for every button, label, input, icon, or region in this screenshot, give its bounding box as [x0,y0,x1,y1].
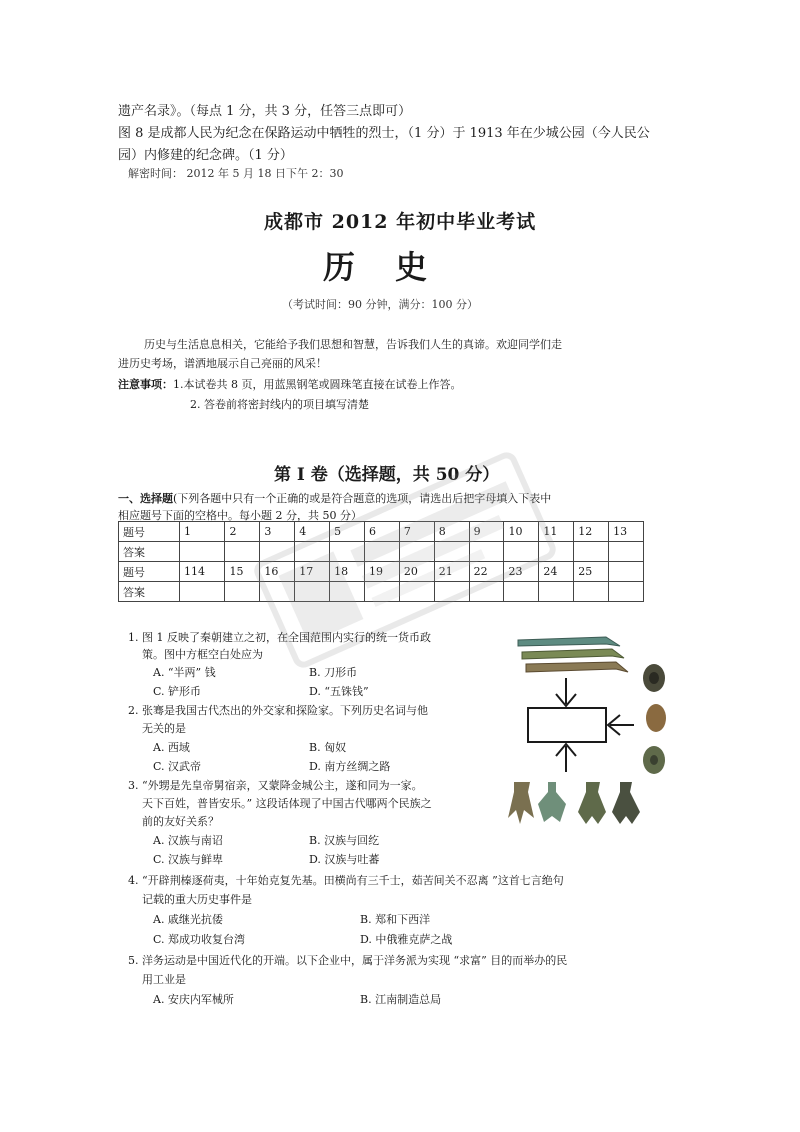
answer-cell[interactable] [539,582,574,602]
question-number-cell: 7 [399,522,434,542]
question-number-cell [609,562,644,582]
row-label: 题号 [119,522,180,542]
intro-line-2: 进历史考场，谱洒地展示自己亮丽的风采！ [118,357,327,370]
notice-item-1: 1.本试卷共 8 页，用蓝黑钢笔或圆珠笔直接在试卷上作答。 [173,378,462,391]
q3-line-2: 天下百姓，普皆安乐。” 这段话体现了中国古代哪两个民族之 [142,797,432,810]
exam-subject: 历史 [323,248,468,286]
notice-item-2: 2. 答卷前将密封线内的项目填写清楚 [190,398,369,411]
question-number-cell: 9 [469,522,504,542]
q3-line-1: 3. “外甥是先皇帝舅宿亲，又蒙降金城公主，遂和同为一家。 [128,779,423,792]
exam-title: 成都市 2012 年初中毕业考试 [264,211,537,233]
question-number-cell: 24 [539,562,574,582]
question-number-cell: 11 [539,522,574,542]
answer-cell[interactable] [434,582,469,602]
table-row [119,562,644,582]
q4-option-c: C. 郑成功收复台湾 [153,933,246,946]
q4-option-d: D. 中俄雅克萨之战 [360,933,453,946]
section-instruction-2: 相应题号下面的空格中。每小题 2 分，共 50 分） [118,509,362,522]
notice-label: 注意事项： [118,378,173,391]
q1-option-b: B. 刀形币 [309,666,358,679]
question-number-cell: 23 [504,562,539,582]
question-number-cell: 4 [295,522,330,542]
answer-cell[interactable] [180,542,225,562]
row-label: 题号 [119,562,180,582]
question-number-cell: 3 [260,522,295,542]
question-number-cell: 10 [504,522,539,542]
question-number-cell: 18 [330,562,365,582]
question-number-cell: 114 [180,562,225,582]
answer-cell[interactable] [295,582,330,602]
q2-option-b: B. 匈奴 [309,741,347,754]
question-number-cell: 21 [434,562,469,582]
arrow-up-icon [556,744,576,772]
q2-option-c: C. 汉武帝 [153,760,202,773]
arrow-down-icon [556,678,576,706]
question-number-cell: 15 [225,562,260,582]
answer-cell[interactable] [504,582,539,602]
answer-cell[interactable] [469,542,504,562]
answer-cell[interactable] [574,582,609,602]
answer-cell[interactable] [539,542,574,562]
q2-line-2: 无关的是 [142,722,186,735]
instruction-text: (下列各题中只有一个正确的或是符合题意的选项，请选出后把字母填入下表中 [173,492,552,505]
row-label: 答案 [119,542,180,562]
answer-cell[interactable] [295,542,330,562]
q4-line-1: 4. “开辟荆榛逐荷夷，十年始克复先基。田横尚有三千士，茹苦间关不忍离 ”这首七言绝句 [128,874,564,887]
notice-line-1 [118,376,462,392]
q1-line-1: 1. 图 1 反映了秦朝建立之初，在全国范围内实行的统一货币政 [128,631,431,644]
table-row [119,542,644,562]
question-number-cell: 8 [434,522,469,542]
row-label: 答案 [119,582,180,602]
q2-option-d: D. 南方丝绸之路 [309,760,391,773]
q5-line-2: 用工业是 [142,973,186,986]
q3-option-a: A. 汉族与南诏 [153,834,223,847]
answer-cell[interactable] [330,582,365,602]
answer-cell[interactable] [260,542,295,562]
question-number-cell: 1 [180,522,225,542]
answer-cell[interactable] [364,582,399,602]
answer-cell[interactable] [225,542,260,562]
answer-cell[interactable] [364,542,399,562]
answer-cell[interactable] [609,542,644,562]
section-title: 第 I 卷（选择题，共 50 分） [274,465,500,485]
q5-option-a: A. 安庆内军械所 [153,993,234,1006]
q3-line-3: 前的友好关系？ [142,815,219,828]
q4-option-b: B. 郑和下西洋 [360,913,431,926]
q3-option-b: B. 汉族与回纥 [309,834,380,847]
table-row [119,522,644,542]
table-row [119,582,644,602]
q1-option-d: D. “五铢钱” [309,685,369,698]
arrow-left-icon [608,715,634,735]
section-instruction-1 [118,490,551,506]
question-number-cell: 5 [330,522,365,542]
figure-1-coins [508,632,680,832]
question-number-cell: 13 [609,522,644,542]
answer-cell[interactable] [180,582,225,602]
question-number-cell: 12 [574,522,609,542]
note-line-1: 遗产名录》。（每点 1 分，共 3 分，任答三点即可） [118,104,412,119]
question-number-cell: 19 [364,562,399,582]
q1-option-c: C. 铲形币 [153,685,202,698]
exam-time-info: （考试时间：90 分钟，满分：100 分） [282,298,478,311]
answer-cell[interactable] [399,582,434,602]
answer-cell[interactable] [504,542,539,562]
blank-answer-box [528,708,606,742]
question-number-cell: 22 [469,562,504,582]
question-number-cell: 25 [574,562,609,582]
ant-nose-coin-icon [643,664,666,774]
answer-cell[interactable] [574,542,609,562]
instruction-label: 一、选择题 [118,492,173,505]
answer-cell[interactable] [260,582,295,602]
note-line-2: 图 8 是成都人民为纪念在保路运动中牺牲的烈士，（1 分）于 1913 年在少城公园（今人民公 [118,126,650,141]
question-number-cell: 16 [260,562,295,582]
knife-coin-icon [518,637,628,672]
q1-option-a: A. “半两” 钱 [153,666,216,679]
answer-cell[interactable] [399,542,434,562]
q3-option-d: D. 汉族与吐蕃 [309,853,380,866]
declassification-time: 解密时间： 2012 年 5 月 18 日下午 2：30 [128,167,344,180]
q1-line-2: 策。图中方框空白处应为 [142,648,263,661]
q2-line-1: 2. 张骞是我国古代杰出的外交家和探险家。下列历史名词与他 [128,704,428,717]
q3-option-c: C. 汉族与鲜卑 [153,853,224,866]
answer-cell[interactable] [469,582,504,602]
question-number-cell: 6 [364,522,399,542]
answer-cell[interactable] [225,582,260,602]
question-number-cell: 20 [399,562,434,582]
q5-option-b: B. 江南制造总局 [360,993,442,1006]
question-number-cell: 2 [225,522,260,542]
answer-cell[interactable] [609,582,644,602]
spade-coin-icon [508,782,640,824]
answer-cell[interactable] [434,542,469,562]
answer-cell[interactable] [330,542,365,562]
q4-line-2: 记载的重大历史事件是 [142,893,252,906]
intro-line-1: 历史与生活息息相关，它能给予我们思想和智慧，告诉我们人生的真谛。欢迎同学们走 [144,338,562,351]
q4-option-a: A. 戚继光抗倭 [153,913,223,926]
question-number-cell: 17 [295,562,330,582]
note-line-3: 园）内修建的纪念碑。（1 分） [118,148,293,163]
answer-table [118,521,644,602]
q2-option-a: A. 西域 [153,741,190,754]
q5-line-1: 5. 洋务运动是中国近代化的开端。以下企业中，属于洋务派为实现 “求富” 目的而举办的民 [128,954,568,967]
